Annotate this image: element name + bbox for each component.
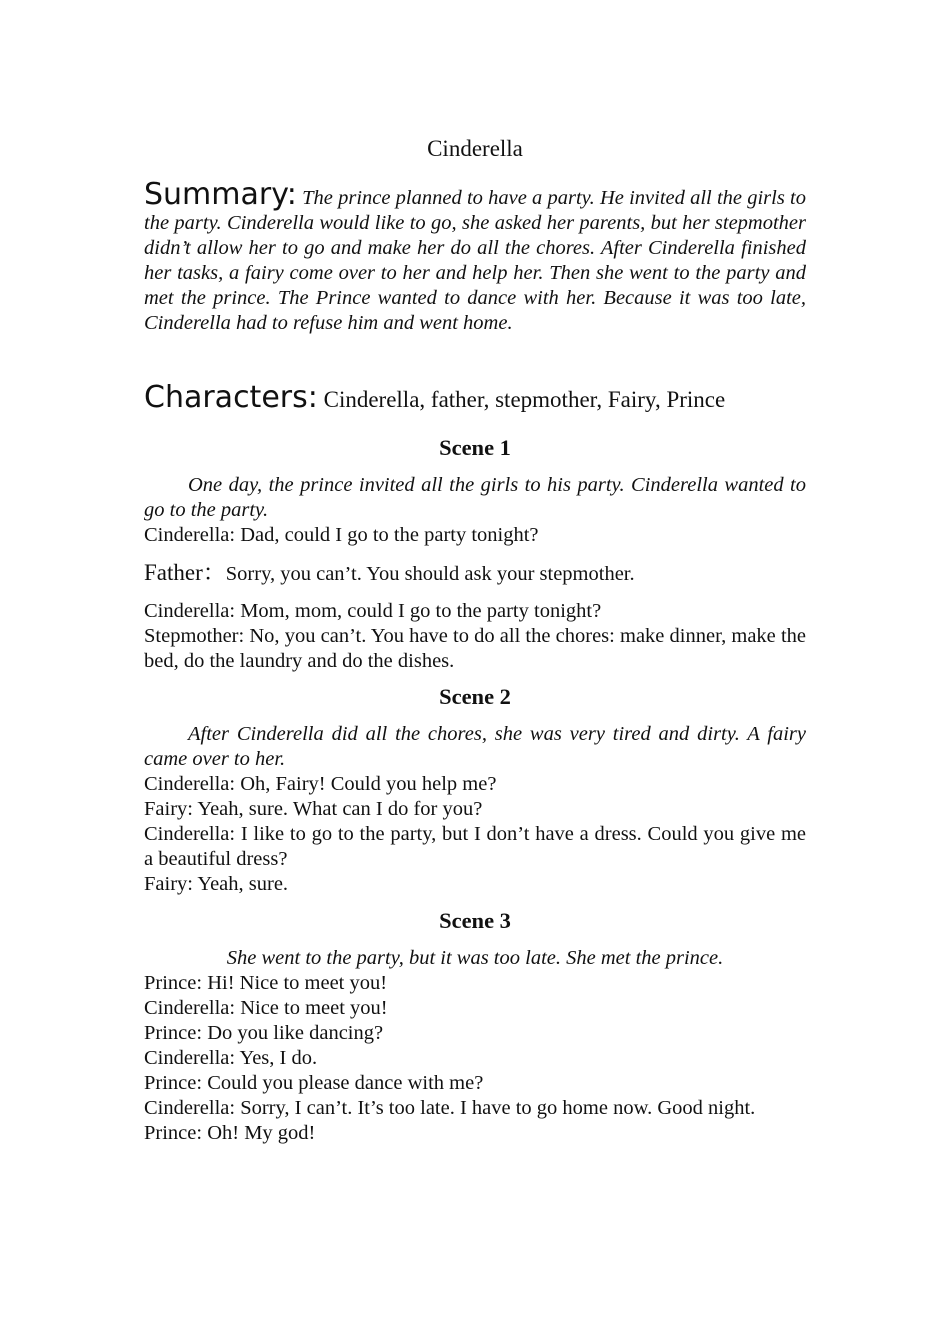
scene-1-body xyxy=(144,473,806,674)
scene-3-narration: She went to the party, but it was too late. She met the prince. xyxy=(226,947,724,969)
scene-3-line-7: Prince: Oh! My god! xyxy=(144,1122,316,1144)
scene-2-body xyxy=(144,722,806,897)
characters-line xyxy=(144,380,806,418)
scene-1-heading: Scene 1 xyxy=(439,435,511,460)
scene-3-line-5: Prince: Could you please dance with me? xyxy=(144,1072,484,1094)
summary-label: Summary: xyxy=(144,177,297,212)
scene-3-line-4: Cinderella: Yes, I do. xyxy=(144,1047,318,1069)
scene-3-line-6: Cinderella: Sorry, I can’t. It’s too late. I have to go home now. Good night. xyxy=(144,1097,756,1119)
scene-2-narration: After Cinderella did all the chores, she was very tired and dirty. A fairy came over to her. xyxy=(144,723,806,770)
scene-1-line-4: Stepmother: No, you can’t. You have to do all the chores: make dinner, make the bed, do the laundry and do the dishes. xyxy=(144,625,806,672)
summary-text: The prince planned to have a party. He invited all the girls to the party. Cinderella would like to go, she asked her parents, but her stepmother didn’t allow her to go and make her do all the chores. After Cinderella finished her tasks, a fairy come over to her and help her. Then she went to the party and met the prince. The Prince wanted to dance with her. Because it was too late, Cinderella had to refuse him and went home. xyxy=(144,187,806,334)
scene-1-narration: One day, the prince invited all the girls to his party. Cinderella wanted to go to the party. xyxy=(144,474,806,521)
scene-1-line-2-text: Sorry, you can’t. You should ask your stepmother. xyxy=(225,563,635,585)
scene-1-line-2-speaker: Father： xyxy=(144,560,226,585)
scene-1-line-3: Cinderella: Mom, mom, could I go to the party tonight? xyxy=(144,600,602,622)
characters-label: Characters: xyxy=(144,380,318,415)
scene-1-line-2 xyxy=(144,560,806,587)
scene-2-line-3: Cinderella: I like to go to the party, but I don’t have a dress. Could you give me a beautiful dress? xyxy=(144,823,806,870)
scene-2-line-4: Fairy: Yeah, sure. xyxy=(144,873,289,895)
scene-2-heading: Scene 2 xyxy=(439,684,511,709)
characters-text: Cinderella, father, stepmother, Fairy, Prince xyxy=(317,387,726,412)
scene-3-line-1: Prince: Hi! Nice to meet you! xyxy=(144,972,388,994)
scene-1-line-1: Cinderella: Dad, could I go to the party tonight? xyxy=(144,524,539,546)
summary-paragraph xyxy=(144,177,806,336)
scene-3-body xyxy=(144,946,806,1146)
scene-2-line-1: Cinderella: Oh, Fairy! Could you help me? xyxy=(144,773,497,795)
scene-2-line-2: Fairy: Yeah, sure. What can I do for you? xyxy=(144,798,483,820)
scene-3-heading: Scene 3 xyxy=(439,908,511,933)
scene-3-line-3: Prince: Do you like dancing? xyxy=(144,1022,384,1044)
scene-3-line-2: Cinderella: Nice to meet you! xyxy=(144,997,388,1019)
document-title: Cinderella xyxy=(427,136,523,161)
